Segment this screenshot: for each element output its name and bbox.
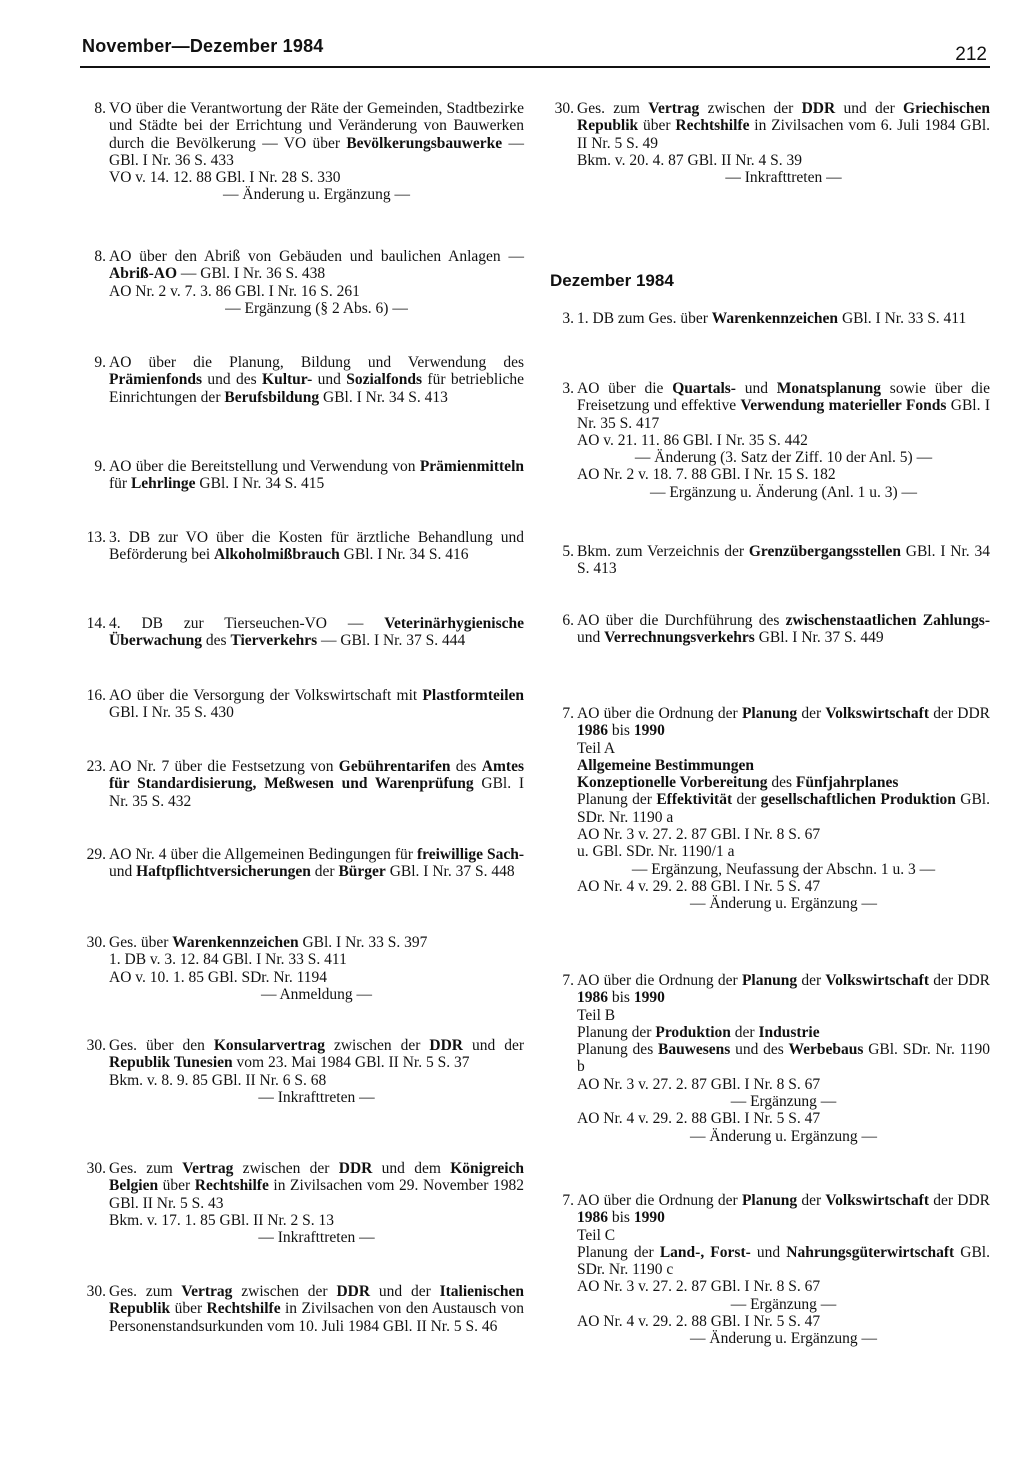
entry-text: und dem (372, 1160, 451, 1177)
entry-text: für (109, 475, 131, 493)
entry-amendment-note (577, 449, 990, 466)
entry-text: AO über die Ordnung der (577, 1192, 742, 1209)
entry-day-number: 6. (562, 612, 574, 629)
entry-text: AO Nr. 2 v. 18. 7. 88 GBl. I Nr. 15 S. 182 (577, 466, 836, 484)
entry-keyword: Rechtshilfe (206, 1300, 281, 1318)
entry-text: GBl. I Nr. 37 S. 448 (385, 863, 515, 881)
entry-text: vom 23. Mai 1984 GBl. II Nr. 5 S. 37 (232, 1054, 470, 1072)
entry-keyword: Produktion (655, 1023, 731, 1041)
register-entry (82, 934, 524, 1003)
entry-text: des (202, 632, 231, 650)
entry-text: u. GBl. SDr. Nr. 1190/1 a (577, 843, 735, 861)
entry-text: GBl. I Nr. 34 S. 413 (577, 543, 990, 578)
entry-keyword: Fünfjahrplanes (795, 774, 899, 792)
entry-day-number: 8. (94, 100, 106, 117)
entry-keyword: DDR (801, 100, 836, 117)
entry-amendment-note (109, 186, 524, 203)
entry-text: GBl. I Nr. 35 S. 432 (109, 775, 524, 810)
entry-text: — Ergänzung (§ 2 Abs. 6) — (225, 299, 408, 317)
entry-text: zwischen der (232, 1283, 337, 1300)
entry-text: bis (608, 722, 634, 740)
entry-keyword: Haftpflichtversicherungen (136, 863, 311, 881)
entry-text: des (450, 758, 482, 775)
entry-text: AO Nr. 3 v. 27. 2. 87 GBl. I Nr. 8 S. 67 (577, 1278, 821, 1296)
entry-text: 1. DB v. 3. 12. 84 GBl. I Nr. 33 S. 411 (109, 951, 347, 969)
entry-keyword: Monatsplanung (776, 380, 882, 397)
entry-text-line (109, 951, 524, 968)
entry-keyword: Volkswirtschaft (825, 1192, 929, 1209)
entry-text: AO über die (577, 380, 673, 397)
entry-text: — Änderung u. Ergänzung — (690, 1330, 877, 1348)
entry-text-line (577, 612, 990, 647)
entry-text-line (109, 100, 524, 169)
entry-text-line (109, 283, 524, 300)
entry-keyword: Warenkennzeichen (711, 310, 839, 327)
entry-text: der (310, 863, 339, 881)
entry-day-number: 3. (562, 310, 574, 327)
entry-day-number: 30. (86, 934, 106, 951)
entry-text: für betriebliche Einrichtungen der (109, 371, 525, 406)
entry-text: AO Nr. 4 v. 29. 2. 88 GBl. I Nr. 5 S. 47 (577, 1110, 821, 1128)
register-entry (550, 1192, 990, 1348)
entry-text: in Zivilsachen vom 29. November 1982 GBl. II Nr. 5 S. 43 (109, 1177, 525, 1212)
entry-text-line (109, 758, 524, 810)
entry-text: GBl. I Nr. 37 S. 449 (754, 629, 884, 647)
entry-keyword: DDR (429, 1037, 463, 1054)
entry-text-line (577, 1278, 990, 1295)
entry-keyword: Verrechnungsverkehrs (604, 629, 755, 647)
entry-day-number: 23. (86, 758, 106, 775)
register-entry (82, 846, 524, 881)
entry-day-number: 9. (94, 354, 106, 371)
entry-text: über (170, 1300, 207, 1318)
entry-keyword: 1986 (577, 989, 608, 1007)
entry-day-number: 7. (562, 972, 574, 989)
entry-text: 3. DB zur VO über die Kosten für ärztliche Behandlung und Beförderung bei (109, 529, 524, 564)
entry-keyword: 1986 (577, 1209, 608, 1227)
entry-keyword: Amtes für Standardisierung, Meßwesen und Warenprüfung (109, 758, 524, 793)
entry-text: der (797, 1192, 826, 1209)
entry-text: — Ergänzung — (730, 1093, 837, 1111)
entry-text: zwischen der (233, 1160, 339, 1177)
register-entry (82, 758, 524, 810)
left-column (82, 0, 524, 1483)
entry-amendment-note (577, 484, 990, 501)
entry-keyword: Berufsbildung (224, 388, 320, 406)
entry-day-number: 7. (562, 705, 574, 722)
entry-text: der (797, 705, 826, 722)
entry-amendment-note (109, 1229, 524, 1246)
entry-text: AO über die Durchführung des (577, 612, 786, 629)
entry-keyword: Planung (741, 972, 798, 989)
entry-text: und des (202, 371, 263, 389)
entry-text-line (577, 1110, 990, 1127)
entry-text: und der (835, 100, 904, 117)
entry-keyword: Griechischen Republik (577, 100, 990, 135)
entry-text: Ges. über (109, 934, 173, 951)
entry-text: — Anmeldung — (260, 985, 373, 1003)
entry-text: — GBl. I Nr. 37 S. 444 (317, 632, 466, 650)
entry-keyword: Veterinärhygienische Überwachung (109, 615, 524, 650)
register-entry (550, 543, 990, 578)
entry-text-line (109, 846, 524, 881)
entry-text: bis (608, 989, 634, 1007)
entry-text-line (109, 1160, 524, 1212)
entry-day-number: 30. (554, 100, 574, 117)
entry-text: AO Nr. 4 v. 29. 2. 88 GBl. I Nr. 5 S. 47 (577, 1313, 821, 1331)
entry-text-line (577, 152, 990, 169)
entry-keyword: Bevölkerungsbauwerke (346, 134, 503, 152)
register-entry (550, 972, 990, 1145)
entry-text: AO über die Planung, Bildung und Verwendung des (109, 354, 524, 371)
entry-text-line (577, 100, 990, 152)
entry-text: des (767, 774, 796, 792)
entry-text: — Ergänzung — (730, 1295, 837, 1313)
entry-keyword: gesellschaftlichen Produktion (760, 791, 956, 809)
entry-text: GBl. SDr. Nr. 1190 a (577, 791, 990, 826)
entry-text-line (577, 1227, 990, 1244)
register-entry (550, 100, 990, 186)
entry-text: GBl. I Nr. 33 S. 397 (298, 934, 428, 951)
entry-text: — GBl. I Nr. 36 S. 433 (109, 134, 524, 169)
entry-text: über (158, 1177, 195, 1195)
entry-keyword: Verwendung materieller Fonds (740, 397, 947, 415)
entry-amendment-note (577, 1093, 990, 1110)
entry-text: der (732, 791, 761, 809)
entry-text: Planung des (577, 1041, 658, 1059)
entry-keyword: Bauwesens (657, 1041, 731, 1059)
entry-keyword: zwischenstaatlichen Zahlungs- (785, 612, 990, 629)
entry-keyword: Volkswirtschaft (825, 972, 929, 989)
entry-text: Bkm. zum Verzeichnis der (577, 543, 749, 560)
entry-text-line (577, 843, 990, 860)
entry-day-number: 7. (562, 1192, 574, 1209)
entry-text-line (577, 380, 990, 432)
entry-keyword: Kultur- (262, 371, 313, 389)
entry-keyword: Rechtshilfe (675, 117, 750, 135)
entry-text: GBl. I Nr. 34 S. 413 (319, 388, 448, 406)
entry-text-line (577, 1076, 990, 1093)
register-entry (82, 1283, 524, 1335)
entry-text: GBl. SDr. Nr. 1190 c (577, 1243, 990, 1279)
register-entry (82, 458, 524, 493)
entry-amendment-note (577, 861, 990, 878)
entry-text-line (577, 774, 990, 791)
entry-text: AO Nr. 3 v. 27. 2. 87 GBl. I Nr. 8 S. 67 (577, 1075, 821, 1093)
entry-day-number: 30. (86, 1283, 106, 1300)
page-header-title: November—Dezember 1984 (82, 36, 324, 56)
entry-keyword: Land-, Forst- (659, 1243, 751, 1261)
entry-text-line (109, 1283, 524, 1335)
register-entry (550, 612, 990, 647)
entry-keyword: Werbebaus (788, 1041, 864, 1059)
entry-keyword: Industrie (758, 1023, 820, 1041)
entry-keyword: Prämienmitteln (419, 458, 524, 475)
entry-keyword: 1990 (633, 989, 665, 1007)
entry-keyword: Abriß-AO (109, 265, 178, 283)
entry-keyword: Bürger (338, 863, 386, 881)
entry-amendment-note (577, 169, 990, 186)
entry-keyword: Italienischen Republik (109, 1283, 525, 1318)
entry-text-line (109, 969, 524, 986)
entry-day-number: 14. (86, 615, 106, 632)
register-entry (82, 248, 524, 317)
entry-text: AO Nr. 4 v. 29. 2. 88 GBl. I Nr. 5 S. 47 (577, 877, 821, 895)
entry-text: GBl. I Nr. 33 S. 411 (838, 310, 967, 327)
register-entry (82, 354, 524, 406)
entry-text: Planung der (577, 1023, 656, 1041)
entry-keyword: freiwillige Sach- (416, 846, 525, 863)
entry-text: 1. DB zum Ges. über (577, 310, 712, 327)
entry-day-number: 16. (86, 687, 106, 704)
entry-text: Ges. über den (109, 1037, 214, 1054)
entry-text-line (577, 878, 990, 895)
entry-text: 4. DB zur Tierseuchen-VO — (109, 615, 385, 632)
entry-day-number: 30. (86, 1160, 106, 1177)
entry-day-number: 13. (86, 529, 106, 546)
entry-text: Planung der (577, 791, 657, 809)
entry-text: — Änderung (3. Satz der Ziff. 10 der Anl. 5) — (634, 449, 933, 467)
entry-text: Teil A (577, 739, 616, 757)
entry-text-line (577, 740, 990, 757)
entry-keyword: Quartals- (672, 380, 736, 397)
entry-text-line (577, 1313, 990, 1330)
entry-amendment-note (109, 1089, 524, 1106)
entry-keyword: Prämienfonds (109, 371, 202, 389)
entry-keyword: Gebührentarifen (338, 758, 451, 775)
entry-text: — Inkrafttreten — (258, 1229, 375, 1247)
entry-text: — Änderung u. Ergänzung — (223, 186, 410, 204)
entry-amendment-note (577, 895, 990, 912)
entry-day-number: 29. (86, 846, 106, 863)
register-entry (82, 100, 524, 204)
entry-text-line (577, 543, 990, 578)
register-entry (82, 1037, 524, 1106)
register-entry (82, 1160, 524, 1246)
entry-text: — Inkrafttreten — (258, 1088, 375, 1106)
entry-text: AO über den Abriß von Gebäuden und baulichen Anlagen — (109, 248, 524, 265)
entry-text-line (109, 169, 524, 186)
entry-keyword: 1990 (633, 1209, 665, 1227)
entry-text: AO Nr. 3 v. 27. 2. 87 GBl. I Nr. 8 S. 67 (577, 826, 821, 844)
entry-day-number: 8. (94, 248, 106, 265)
entry-text: Ges. zum (109, 1160, 183, 1177)
entry-keyword: Vertrag (648, 100, 700, 117)
entry-text: und der (462, 1037, 525, 1054)
entry-text: der (797, 972, 826, 989)
register-entry (82, 615, 524, 650)
entry-text: GBl. SDr. Nr. 1190 b (577, 1041, 990, 1076)
entry-text: zwischen der (324, 1037, 430, 1054)
entry-text: VO v. 14. 12. 88 GBl. I Nr. 28 S. 330 (109, 169, 341, 187)
entry-keyword: Allgemeine Bestimmungen (577, 756, 754, 774)
entry-text-line (109, 529, 524, 564)
entry-text-line (577, 791, 990, 826)
entry-amendment-note (109, 300, 524, 317)
entry-text-line (577, 705, 990, 740)
entry-text: Ges. zum (577, 100, 649, 117)
entry-text: VO über die Verantwortung der Räte der Gemeinden, Stadtbezirke und Städte bei der Errichtung und Veränderung von Bauwerken durch die Bevölkerung — VO über (109, 100, 524, 152)
entry-text-line (577, 1244, 990, 1279)
section-heading-december: Dezember 1984 (550, 271, 674, 290)
register-entry (550, 310, 990, 327)
entry-text-line (109, 248, 524, 283)
entry-text: AO über die Ordnung der (577, 972, 742, 989)
entry-keyword: Königreich Belgien (109, 1160, 525, 1195)
entry-text: GBl. I Nr. 34 S. 416 (339, 546, 469, 564)
right-column (550, 0, 990, 1483)
entry-text: und (312, 371, 347, 389)
entry-keyword: Volkswirtschaft (825, 705, 929, 722)
entry-text-line (577, 972, 990, 1007)
entry-text-line (109, 615, 524, 650)
entry-keyword: Nahrungsgüterwirtschaft (786, 1243, 955, 1261)
entry-text: in Zivilsachen von den Austausch von Personenstandsurkunden vom 10. Juli 1984 GBl. II Nr. 5 S. 46 (109, 1300, 524, 1335)
entry-text: — Änderung u. Ergänzung — (690, 1127, 877, 1145)
entry-text: Ges. zum (109, 1283, 182, 1300)
entry-text: AO v. 21. 11. 86 GBl. I Nr. 35 S. 442 (577, 431, 808, 449)
entry-text: Bkm. v. 17. 1. 85 GBl. II Nr. 2 S. 13 (109, 1211, 335, 1229)
entry-text: zwischen der (699, 100, 802, 117)
entry-text: — GBl. I Nr. 36 S. 438 (177, 265, 326, 283)
entry-text: sowie über die Freisetzung und effektive (577, 380, 991, 415)
entry-text: und der (370, 1283, 440, 1300)
entry-keyword: DDR (338, 1160, 373, 1177)
entry-text-line (577, 432, 990, 449)
register-entry (550, 380, 990, 501)
entry-amendment-note (577, 1296, 990, 1313)
entry-text: über (638, 117, 676, 135)
entry-text: GBl. I Nr. 34 S. 415 (195, 475, 325, 493)
entry-keyword: DDR (336, 1283, 371, 1300)
entry-keyword: Konzeptionelle Vorbereitung (577, 774, 768, 792)
entry-text: AO über die Ordnung der (577, 705, 742, 722)
entry-keyword: Plastformteilen (422, 687, 524, 704)
entry-text: und des (730, 1041, 789, 1059)
entry-keyword: Effektivität (656, 791, 733, 809)
entry-day-number: 30. (86, 1037, 106, 1054)
entry-text-line (577, 1041, 990, 1076)
entry-text: Planung der (577, 1243, 660, 1261)
entry-keyword: Warenkennzeichen (172, 934, 299, 951)
entry-keyword: Konsularvertrag (213, 1037, 325, 1054)
entry-keyword: Republik Tunesien (109, 1054, 233, 1072)
entry-text: Bkm. v. 8. 9. 85 GBl. II Nr. 6 S. 68 (109, 1071, 327, 1089)
entry-text: AO über die Bereitstellung und Verwendung von (109, 458, 420, 475)
entry-keyword: Rechtshilfe (194, 1177, 269, 1195)
entry-text: GBl. I Nr. 35 S. 430 (109, 704, 234, 722)
entry-keyword: 1990 (633, 722, 665, 740)
register-entry (82, 687, 524, 722)
entry-text-line (577, 1007, 990, 1024)
entry-text: und (750, 1243, 787, 1261)
entry-keyword: Planung (741, 1192, 798, 1209)
entry-text-line (109, 1037, 524, 1072)
entry-amendment-note (109, 986, 524, 1003)
entry-text: AO über die Versorgung der Volkswirtschaft mit (109, 687, 423, 704)
page-number: 212 (955, 44, 987, 65)
entry-text-line (109, 458, 524, 493)
entry-day-number: 3. (562, 380, 574, 397)
entry-text: der DDR (929, 1192, 990, 1209)
entry-text-line (109, 1072, 524, 1089)
entry-keyword: Vertrag (182, 1160, 234, 1177)
register-entry (550, 705, 990, 913)
entry-text: — Ergänzung, Neufassung der Abschn. 1 u. 3 — (631, 860, 936, 878)
entry-amendment-note (577, 1330, 990, 1347)
entry-text: Teil B (577, 1006, 616, 1024)
entry-text-line (577, 1192, 990, 1227)
entry-text-line (577, 310, 990, 327)
entry-text: Bkm. v. 20. 4. 87 GBl. II Nr. 4 S. 39 (577, 151, 803, 169)
entry-text-line (109, 1212, 524, 1229)
entry-text: und (735, 380, 777, 397)
entry-text-line (577, 757, 990, 774)
entry-keyword: Lehrlinge (130, 475, 196, 493)
entry-text: in Zivilsachen vom 6. Juli 1984 GBl. II Nr. 5 S. 49 (577, 117, 991, 152)
entry-day-number: 5. (562, 543, 574, 560)
entry-text: GBl. I Nr. 35 S. 417 (577, 397, 990, 432)
entry-text: der (730, 1023, 759, 1041)
entry-text: — Inkrafttreten — (725, 169, 842, 187)
entry-text-line (109, 934, 524, 951)
entry-text: und (577, 629, 605, 647)
entry-text: AO Nr. 7 über die Festsetzung von (109, 758, 339, 775)
entry-text: der DDR (929, 972, 990, 989)
entry-day-number: 9. (94, 458, 106, 475)
entry-text: der DDR (929, 705, 990, 722)
entry-keyword: Grenzübergangsstellen (748, 543, 901, 560)
entry-keyword: Planung (741, 705, 798, 722)
entry-keyword: Vertrag (181, 1283, 233, 1300)
entry-keyword: Alkoholmißbrauch (214, 546, 340, 564)
entry-text: AO Nr. 4 über die Allgemeinen Bedingungen für (109, 846, 417, 863)
entry-amendment-note (577, 1128, 990, 1145)
entry-text: — Änderung u. Ergänzung — (690, 895, 877, 913)
entry-text: bis (608, 1209, 634, 1227)
entry-text-line (577, 826, 990, 843)
entry-text: AO v. 10. 1. 85 GBl. SDr. Nr. 1194 (109, 968, 328, 986)
entry-text: AO Nr. 2 v. 7. 3. 86 GBl. I Nr. 16 S. 261 (109, 282, 360, 300)
entry-text-line (577, 466, 990, 483)
entry-keyword: Sozialfonds (346, 371, 423, 389)
entry-text-line (109, 354, 524, 406)
entry-keyword: Tierverkehrs (230, 632, 318, 650)
entry-text: und (109, 863, 137, 881)
entry-text: Teil C (577, 1226, 616, 1244)
entry-keyword: 1986 (577, 722, 608, 740)
register-entry (82, 529, 524, 564)
entry-text-line (109, 687, 524, 722)
entry-text: — Ergänzung u. Änderung (Anl. 1 u. 3) — (649, 483, 918, 501)
entry-text-line (577, 1024, 990, 1041)
